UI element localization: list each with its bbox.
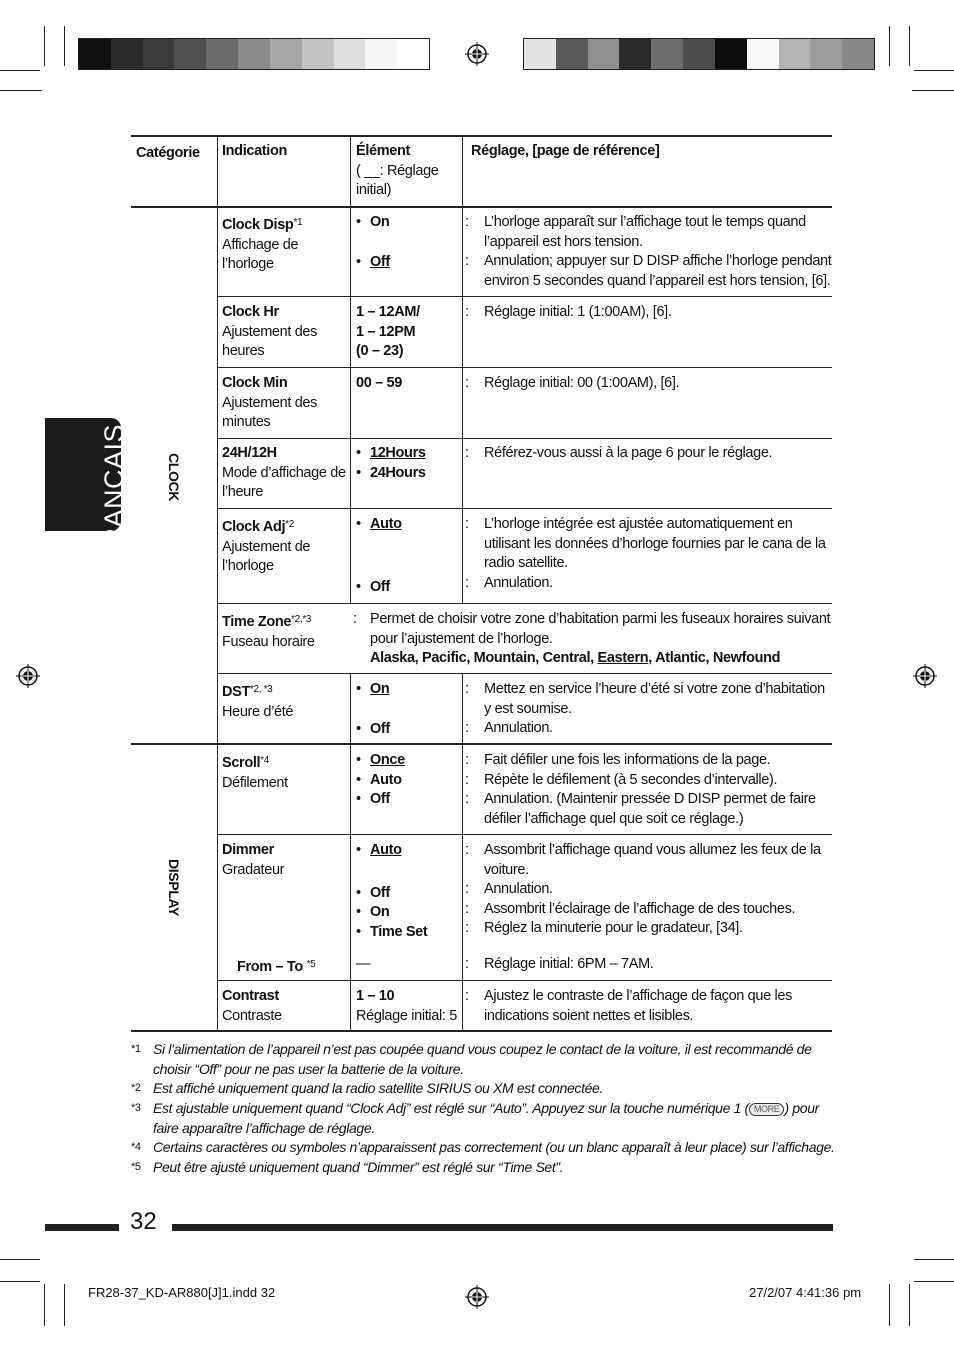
crop-mark <box>64 1284 65 1326</box>
option-desc: Référez-vous aussi à la page 6 pour le réglage. <box>484 445 773 461</box>
crop-mark <box>914 1259 954 1260</box>
option-desc: Réglage initial: 6PM – 7AM. <box>484 956 654 972</box>
crop-mark <box>0 70 40 71</box>
color-swatch <box>651 39 683 69</box>
header-reglage: Réglage, [page de référence] <box>471 143 660 159</box>
color-swatch <box>365 39 397 69</box>
color-swatch <box>302 39 334 69</box>
footnote-mark: *1 <box>131 1043 141 1055</box>
option-value: Time Set <box>370 923 428 940</box>
page-bar-left <box>45 1224 119 1231</box>
setting-name: Clock Adj <box>222 519 286 535</box>
color-swatch <box>810 39 842 69</box>
table-row <box>222 303 348 362</box>
time-zone-default: Eastern <box>597 650 649 666</box>
option-value: 1 – 10 <box>356 988 395 1004</box>
footnote <box>131 1099 836 1139</box>
header-element: Élément <box>356 143 410 159</box>
option-desc: Annulation. (Maintenir pressée D DISP permet de faire défiler l’affichage quel que soit ce réglage.) <box>484 791 816 827</box>
color-swatch <box>588 39 620 69</box>
setting-desc: Défilement <box>222 774 288 791</box>
category-display: DISPLAY <box>166 859 182 916</box>
setting-name: Clock Hr <box>222 304 279 320</box>
option-desc: Assombrit l’éclairage de l’affichage de des touches. <box>484 900 796 917</box>
color-swatch <box>683 39 715 69</box>
page-number: 32 <box>130 1208 157 1235</box>
crop-mark <box>912 90 954 91</box>
footnote-ref: *2, *3 <box>249 684 273 695</box>
option-value: Off <box>370 791 390 807</box>
table-row <box>222 374 348 433</box>
registration-mark-icon <box>16 664 40 688</box>
option-value: Off <box>370 720 390 737</box>
time-zone-list: , Atlantic, Newfound <box>648 650 781 666</box>
page-bar-right <box>172 1224 833 1231</box>
option-value: — <box>356 956 371 972</box>
setting-desc: Ajustement de l’horloge <box>222 538 311 574</box>
table-row <box>222 841 348 880</box>
crop-mark <box>0 1259 40 1260</box>
crop-mark <box>889 26 890 66</box>
table-row <box>222 680 348 722</box>
crop-mark <box>909 1284 910 1326</box>
slug-date: 27/2/07 4:41:36 pm <box>749 1285 862 1300</box>
crop-mark <box>44 1284 45 1326</box>
color-swatch <box>397 39 429 69</box>
option-value: Once <box>370 752 405 768</box>
color-swatch <box>79 39 111 69</box>
option-desc: Répète le défilement (à 5 secondes d’intervalle). <box>484 771 778 788</box>
footnote-mark: *5 <box>131 1161 141 1173</box>
option-value: 1 – 12AM/ <box>356 304 420 320</box>
color-swatch <box>779 39 811 69</box>
footnote-text: ) pour faire apparaître l’affichage de réglage. <box>153 1100 819 1136</box>
header-element-note: ( __: Réglage initial) <box>356 162 439 198</box>
color-swatch <box>747 39 779 69</box>
footnote-text: Est ajustable uniquement quand “Clock Adj” est réglé sur “Auto”. Appuyez sur la touche numérique 1 ( <box>153 1100 749 1116</box>
footnote <box>131 1079 836 1099</box>
option-desc: Permet de choisir votre zone d’habitation parmi les fuseaux horaires suivant pour l’ajustement de l’horloge. <box>370 611 831 647</box>
crop-mark <box>44 26 45 66</box>
table-row <box>222 444 348 503</box>
registration-mark-icon <box>913 664 937 688</box>
crop-mark <box>0 90 42 91</box>
setting-desc: Heure d’été <box>222 703 294 720</box>
color-swatch <box>842 39 874 69</box>
color-bar-right <box>523 38 875 70</box>
setting-desc: Ajustement des heures <box>222 323 318 359</box>
table-row <box>222 751 348 793</box>
registration-mark-icon <box>465 42 489 66</box>
setting-name: Dimmer <box>222 842 274 858</box>
option-value: Off <box>370 884 390 901</box>
setting-name: Clock Disp <box>222 217 294 233</box>
color-swatch <box>334 39 366 69</box>
option-value: 12Hours <box>370 445 426 461</box>
time-zone-list: Alaska, Pacific, Mountain, Central, <box>370 650 598 666</box>
crop-mark <box>909 26 910 66</box>
color-swatch <box>524 39 556 69</box>
option-value: (0 – 23) <box>356 343 404 359</box>
crop-mark <box>889 1284 890 1326</box>
header-categorie: Catégorie <box>136 145 200 161</box>
setting-desc: Gradateur <box>222 861 285 878</box>
option-desc: Annulation. <box>484 574 553 591</box>
option-value: Auto <box>370 842 402 858</box>
setting-desc: Mode d’affichage de l’heure <box>222 464 346 500</box>
color-swatch <box>238 39 270 69</box>
table-row <box>222 213 348 275</box>
option-desc: Réglage initial: 1 (1:00AM), [6]. <box>484 304 672 320</box>
option-desc: Assombrit l’affichage quand vous allumez les feux de la voiture. <box>484 842 821 878</box>
color-bar-left <box>78 38 430 70</box>
footnote-ref: *4 <box>260 755 269 766</box>
footnote-ref: *1 <box>293 217 303 228</box>
language-tab <box>45 418 129 565</box>
footnote <box>131 1158 836 1178</box>
option-desc: Mettez en service l’heure d’été si votre zone d’habitation y est soumise. <box>484 681 825 717</box>
category-clock: CLOCK <box>166 453 182 502</box>
setting-name: 24H/12H <box>222 445 277 461</box>
setting-name: Scroll <box>222 755 261 771</box>
option-value: Réglage initial: 5 <box>356 1007 457 1024</box>
color-swatch <box>174 39 206 69</box>
option-desc: L’horloge apparaît sur l’affichage tout le temps quand l’appareil est hors tension. <box>484 214 806 250</box>
crop-mark <box>64 26 65 66</box>
footnote-text: Est affiché uniquement quand la radio satellite SIRIUS ou XM est connectée. <box>153 1080 604 1096</box>
option-desc: L’horloge intégrée est ajustée automatiquement en utilisant les données d’horloge fournies par le cana de la radio satellite. <box>484 516 826 571</box>
footnote <box>131 1138 836 1158</box>
option-value: Off <box>370 578 390 595</box>
option-desc: Annulation. <box>484 720 553 736</box>
footnote-ref: *5 <box>306 959 316 970</box>
option-value: On <box>370 681 390 697</box>
table-row <box>222 515 348 577</box>
crop-mark <box>914 70 954 71</box>
setting-desc: Affichage de l’horloge <box>222 236 299 272</box>
option-value: 1 – 12PM <box>356 323 416 340</box>
footnote <box>131 1040 836 1080</box>
option-desc: Réglage initial: 00 (1:00AM), [6]. <box>484 375 680 391</box>
setting-name: Clock Min <box>222 375 288 391</box>
option-value: Off <box>370 253 390 270</box>
setting-name: Contrast <box>222 988 279 1004</box>
setting-name: Time Zone <box>222 614 292 630</box>
option-desc: Ajustez le contraste de l’affichage de façon que les indications soient nettes et lisibles. <box>484 988 792 1024</box>
color-swatch <box>143 39 175 69</box>
language-tab-label: FRANÇAIS <box>99 424 129 565</box>
footnote-mark: *3 <box>131 1102 141 1114</box>
footnote-ref: *2 <box>285 519 294 530</box>
setting-desc: Contraste <box>222 1007 282 1024</box>
option-value: On <box>370 904 390 920</box>
color-swatch <box>206 39 238 69</box>
header-indication: Indication <box>222 143 287 159</box>
option-desc: Annulation. <box>484 881 553 897</box>
option-desc: Annulation; appuyer sur D DISP affiche l’horloge pendant environ 5 secondes quand l’appareil est hors tension, [6]. <box>484 253 832 289</box>
table-row <box>222 610 348 652</box>
option-value: Auto <box>370 771 402 788</box>
option-value: 00 – 59 <box>356 375 402 391</box>
option-desc: Réglez la minuterie pour le gradateur, [34]. <box>484 920 743 936</box>
setting-name: From – To <box>237 959 303 975</box>
color-swatch <box>111 39 143 69</box>
footnote-text: Si l’alimentation de l’appareil n’est pas coupée quand vous coupez le contact de la voiture, il est recommandé de choisir “Off” pour ne pas user la batterie de la voiture. <box>153 1041 812 1077</box>
footnote-ref: *2,*3 <box>291 614 312 625</box>
option-value: 24Hours <box>370 464 426 481</box>
more-button-icon: MORE <box>749 1103 785 1116</box>
crop-mark <box>914 1281 954 1282</box>
option-desc: Fait défiler une fois les informations de la page. <box>484 752 771 768</box>
footnote-text: Peut être ajusté uniquement quand “Dimmer” est réglé sur “Time Set”. <box>153 1159 564 1175</box>
color-swatch <box>619 39 651 69</box>
registration-mark-icon <box>465 1285 489 1309</box>
footnote-mark: *2 <box>131 1082 141 1094</box>
color-swatch <box>270 39 302 69</box>
slug-file: FR28-37_KD-AR880[J]1.indd 32 <box>88 1285 276 1300</box>
setting-name: DST <box>222 684 250 700</box>
color-swatch <box>556 39 588 69</box>
footnote-mark: *4 <box>131 1141 141 1153</box>
setting-desc: Fuseau horaire <box>222 633 315 650</box>
option-value: On <box>370 214 390 230</box>
footnote-text: Certains caractères ou symboles n’apparaissent pas correctement (ou un blanc apparaît à leur place) sur l’affichage. <box>153 1139 835 1155</box>
option-value: Auto <box>370 516 402 532</box>
setting-desc: Ajustement des minutes <box>222 394 318 430</box>
table-row <box>222 987 348 1026</box>
settings-table: Catégorie Indication Élément ( __: Réglage initial) Réglage, [page de référence] CLOCK DISPLAY Clock Disp$^{*1}$ Affichage de l’horloge • On • Off : L’horloge apparaît sur l’affichage tout le temps quand l’appareil est hors tension. : Annulation; appuyer sur D DISP affiche l’horloge pendant environ 5 secondes quand l’appareil est hors tension, [6]. Clock Hr Ajustement des heures 1 – 12AM/ 1 – 12PM (0 – 23) : Réglage initial: 1 (1:00AM), [6]. Clock Min Ajustement des minutes 00 – 59 : Réglage initial: 00 (1:00AM), [6]. 24H/12H Mode d’affichage de l’heure • 12Hours • 24Hours : Référez-vous aussi à la page 6 pour le réglage. Clock Adj$^{*2}$ Ajustement de l’horloge • Auto • Off : L’horloge intégrée est ajustée automatiquement en utilisant les données d’horloge fournies par le cana de la radio satellite. : Annulation. Time Zone$^{*2,*3}$ Fuseau horaire : Permet de choisir votre zone d’habitation parmi les fuseaux horaires suivant pour l’ajustement de l’horloge. Alaska, Pacific, Mountain, Central, Eastern, Atlantic, Newfound $DST^{*2, *3}$ Heure d’été • On • Off : Mettez en service l’heure d’été si votre zone d’habitation y est soumise. : Annulation. Scroll$^{*4}$ Défilement • Once • Auto • Off : Fait défiler une fois les informations de la page. : Répète le défilement (à 5 secondes d’intervalle). : Annulation. (Maintenir pressée D DISP permet de faire défiler l’affichage quel que soit ce réglage.) Dimmer Gradateur • Auto • Off • On • Time Set : Assombrit l’affichage quand vous allumez les feux de la voiture. : Annulation. : Assombrit l’éclairage de l’affichage de des touches. : Réglez la minuterie pour le gradateur, [34]. From – To $^{*5}$ — : Réglage initial: 6PM – 7AM. Contrast Contraste 1 – 10 Réglage initial: 5 : Ajustez le contraste de l’affichage de façon que les indications soient nettes et lisibles. <box>131 135 832 1032</box>
crop-mark <box>0 1281 40 1282</box>
color-swatch <box>715 39 747 69</box>
